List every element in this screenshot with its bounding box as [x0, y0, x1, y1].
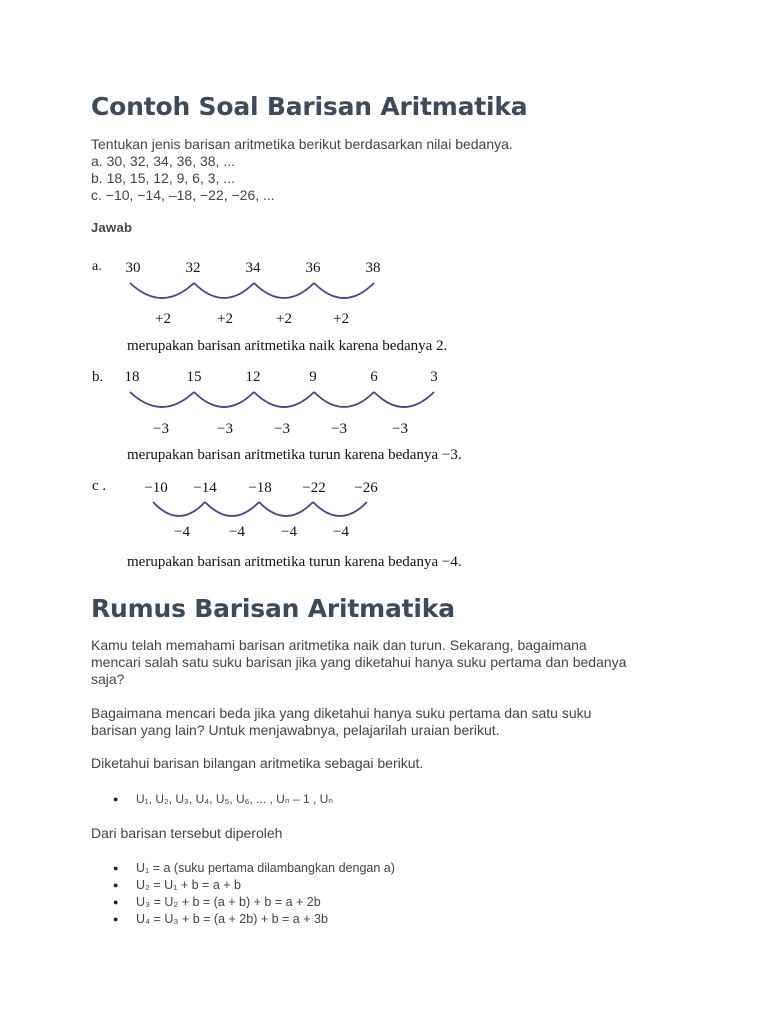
row-label: a. — [92, 259, 102, 274]
bullet-icon: ● — [113, 863, 119, 873]
question-line: c. −10, −14, –18, −22, −26, ... — [91, 187, 275, 203]
paragraph-line: Bagaimana mencari beda jika yang diketahui hanya suku pertama dan satu suku — [91, 705, 592, 721]
difference-label: −3 — [274, 421, 290, 437]
term: 36 — [305, 260, 321, 276]
question-line: b. 18, 15, 12, 9, 6, 3, ... — [91, 170, 235, 186]
answer-label: Jawab — [91, 220, 133, 235]
difference-arc — [254, 392, 314, 407]
paragraph-line: mencari salah satu suku barisan jika yang diketahui hanya suku pertama dan bedanya — [91, 654, 627, 670]
difference-label: −4 — [229, 524, 245, 540]
row-b — [92, 369, 462, 463]
difference-arc — [205, 502, 259, 516]
list-item-text: U₄ = U₃ + b = (a + 2b) + b = a + 3b — [136, 912, 328, 926]
bullet-icon: ● — [113, 794, 119, 804]
paragraph-3 — [91, 755, 423, 772]
difference-arc — [194, 283, 254, 298]
paragraph-line: saja? — [91, 671, 125, 687]
difference-arc — [314, 283, 374, 298]
term: 6 — [370, 369, 378, 385]
term: 12 — [245, 369, 261, 385]
term: 32 — [185, 260, 201, 276]
term: 18 — [124, 369, 140, 385]
bullet-icon: ● — [113, 880, 119, 890]
difference-arc — [254, 283, 314, 298]
difference-label: −3 — [153, 421, 169, 437]
row-c — [92, 478, 462, 570]
difference-arc — [313, 502, 367, 516]
list-item-text: U₁ = a (suku pertama dilambangkan dengan a) — [136, 861, 395, 875]
section-title-contoh-soal: Contoh Soal Barisan Aritmatika — [91, 92, 528, 121]
term: 15 — [186, 369, 202, 385]
difference-arc — [130, 392, 194, 407]
term: −26 — [354, 480, 378, 496]
term: 34 — [245, 260, 261, 276]
term: 30 — [125, 260, 141, 276]
term: −14 — [193, 480, 217, 496]
difference-arc — [374, 392, 434, 407]
paragraph-4 — [91, 825, 282, 842]
difference-label: −4 — [281, 524, 297, 540]
paragraph-line: Diketahui barisan bilangan aritmetika sebagai berikut. — [91, 755, 424, 771]
term: −22 — [302, 480, 326, 496]
term: 9 — [309, 369, 317, 385]
row-label: b. — [92, 369, 104, 385]
term: −18 — [248, 480, 272, 496]
bullet-icon: ● — [113, 914, 119, 924]
list-item-text: U₁, U₂, U₃, U₄, U₅, U₆, ... , Uₙ – 1 , Uₙ — [136, 792, 334, 806]
difference-label: +2 — [155, 311, 171, 327]
list-item-text: U₃ = U₂ + b = (a + b) + b = a + 2b — [136, 895, 321, 909]
paragraph-line: Dari barisan tersebut diperoleh — [91, 825, 283, 841]
term: 38 — [365, 260, 381, 276]
paragraph-1 — [91, 637, 626, 688]
sequence-difference-illustration — [90, 250, 560, 575]
difference-arc — [194, 392, 254, 407]
difference-label: −4 — [174, 524, 190, 540]
difference-label: +2 — [217, 311, 233, 327]
section-title-rumus: Rumus Barisan Aritmatika — [91, 594, 455, 623]
difference-label: −4 — [333, 524, 349, 540]
difference-arc — [153, 502, 205, 516]
row-conclusion: merupakan barisan aritmetika turun karena bedanya −4. — [127, 554, 462, 570]
difference-arc — [259, 502, 313, 516]
row-label: c . — [92, 478, 107, 494]
question-line: a. 30, 32, 34, 36, 38, ... — [91, 153, 235, 169]
difference-label: +2 — [276, 311, 292, 327]
term: −10 — [144, 480, 168, 496]
difference-label: +2 — [333, 311, 349, 327]
difference-label: −3 — [217, 421, 233, 437]
difference-label: −3 — [392, 421, 408, 437]
difference-arc — [314, 392, 374, 407]
difference-arc — [130, 283, 194, 298]
question-block — [91, 136, 513, 204]
list-item-text: U₂ = U₁ + b = a + b — [136, 878, 241, 892]
row-conclusion: merupakan barisan aritmetika turun karena bedanya −3. — [127, 447, 462, 463]
row-a — [92, 259, 447, 354]
paragraph-2 — [91, 705, 591, 739]
paragraph-line: barisan yang lain? Untuk menjawabnya, pelajarilah uraian berikut. — [91, 722, 500, 738]
bullet-icon: ● — [113, 897, 119, 907]
question-line: Tentukan jenis barisan aritmetika berikut berdasarkan nilai bedanya. — [91, 136, 513, 152]
row-conclusion: merupakan barisan aritmetika naik karena bedanya 2. — [127, 338, 448, 354]
term: 3 — [430, 369, 438, 385]
paragraph-line: Kamu telah memahami barisan aritmetika naik dan turun. Sekarang, bagaimana — [91, 637, 587, 653]
difference-label: −3 — [331, 421, 347, 437]
